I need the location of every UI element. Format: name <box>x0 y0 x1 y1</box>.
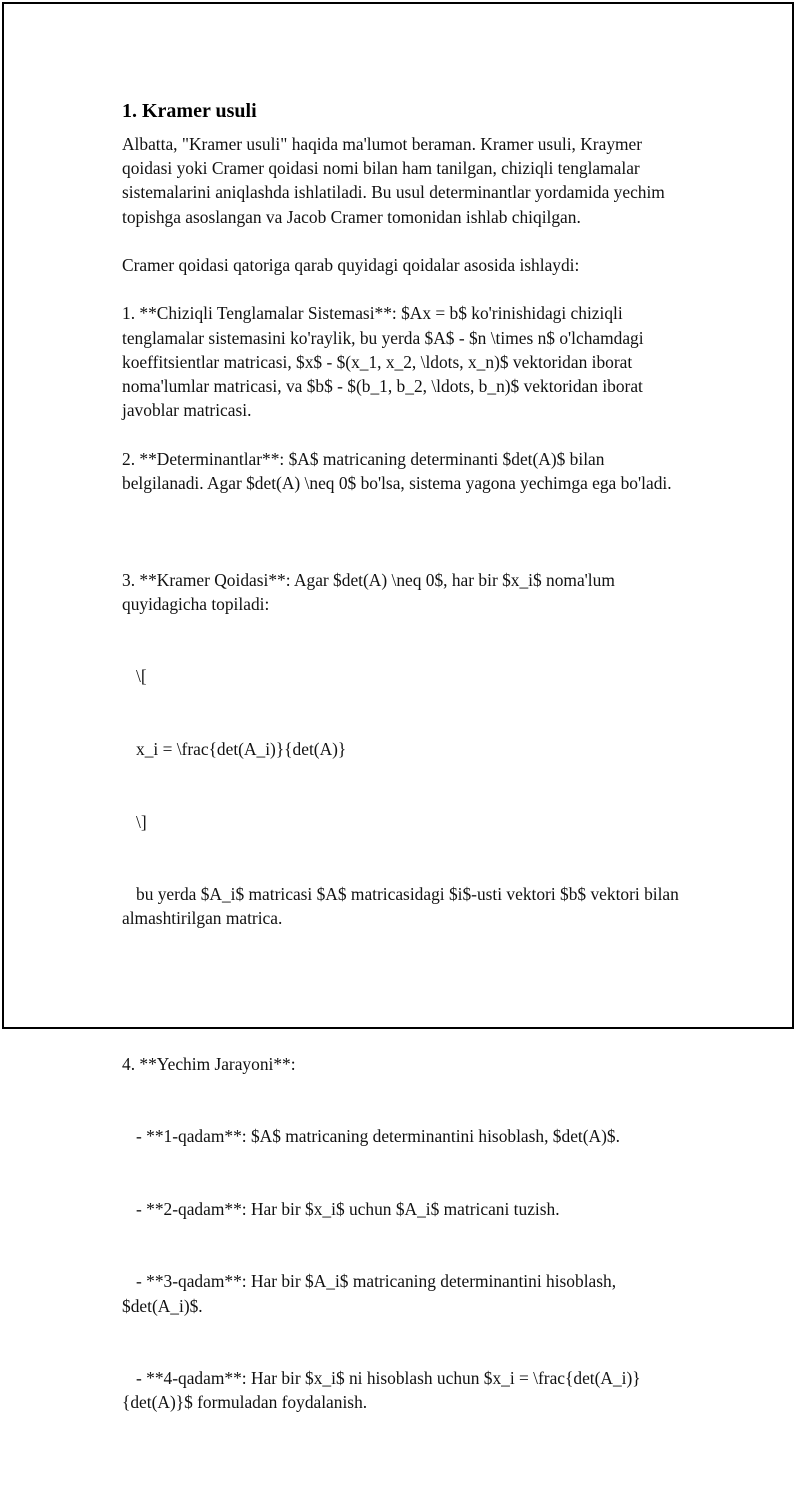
rule-item-3 <box>122 519 682 979</box>
step-2-text: - **2-qadam**: Har bir $x_i$ uchun $A_i$ matricani tuzish. <box>136 1198 560 1219</box>
page-frame <box>2 2 794 1413</box>
rule-item-3-note-text: bu yerda $A_i$ matricasi $A$ matricasidagi $i$-usti vektori $b$ vektori bilan almashtirilgan matrica. <box>122 884 684 929</box>
intro-paragraph: Albatta, "Kramer usuli" haqida ma'lumot beraman. Kramer usuli, Kraymer qoidasi yoki Cramer qoidasi nomi bilan ham tanilgan, chiziqli tenglamalar sistemalarini aniqlashda ishlatiladi. Bu usul determinantlar yordamida yechim topishga asoslangan va Jacob Cramer tomonidan ishlab chiqilgan. <box>122 134 670 227</box>
step-3 <box>122 1269 682 1317</box>
step-2 <box>122 1197 682 1221</box>
formula-line: x_i = \frac{det(A_i)}{det(A)} <box>136 739 347 760</box>
step-1 <box>122 1124 682 1148</box>
step-1-text: - **1-qadam**: $A$ matricaning determinantini hisoblash, $det(A)$. <box>136 1126 620 1147</box>
rule-item-3-text: 3. **Kramer Qoidasi**: Agar $det(A) \neq 0$, har bir $x_i$ noma'lum quyidagicha topiladi: <box>122 569 620 614</box>
formula-close: \] <box>136 811 147 832</box>
rule-item-4-title: 4. **Yechim Jarayoni**: <box>122 1053 296 1074</box>
step-4-text: - **4-qadam**: Har bir $x_i$ ni hisoblash uchun $x_i = \frac{det(A_i)}{det(A)}$ formuladan foydalanish. <box>122 1368 641 1413</box>
rule-item-1: 1. **Chiziqli Tenglamalar Sistemasi**: $Ax = b$ ko'rinishidagi chiziqli tenglamalar sistemasini ko'raylik, bu yerda $A$ - $n \times n$ o'lchamdagi koeffitsientlar matricasi, $x$ - $(x_1, x_2, \ldots, x_n)$ vektoridan iborat noma'lumlar matricasi, va $b$ - $(b_1, b_2, \ldots, b_n)$ vektoridan iborat javoblar matricasi. <box>122 303 648 421</box>
rule-item-3-note <box>122 882 682 930</box>
rule-item-4 <box>122 1003 682 1463</box>
rules-intro-paragraph: Cramer qoidasi qatoriga qarab quyidagi qoidalar asosida ishlaydi: <box>122 255 580 275</box>
section-heading: 1. Kramer usuli <box>122 100 257 122</box>
formula-open: \[ <box>136 666 147 687</box>
rule-item-2: 2. **Determinantlar**: $A$ matricaning determinanti $det(A)$ bilan belgilanadi. Agar $det(A) \neq 0$ bo'lsa, sistema yagona yechimga ega bo'ladi. <box>122 448 672 493</box>
step-3-text: - **3-qadam**: Har bir $A_i$ matricaning determinantini hisoblash, $det(A_i)$. <box>122 1271 621 1316</box>
step-4 <box>122 1366 682 1414</box>
document-body <box>122 99 682 1487</box>
